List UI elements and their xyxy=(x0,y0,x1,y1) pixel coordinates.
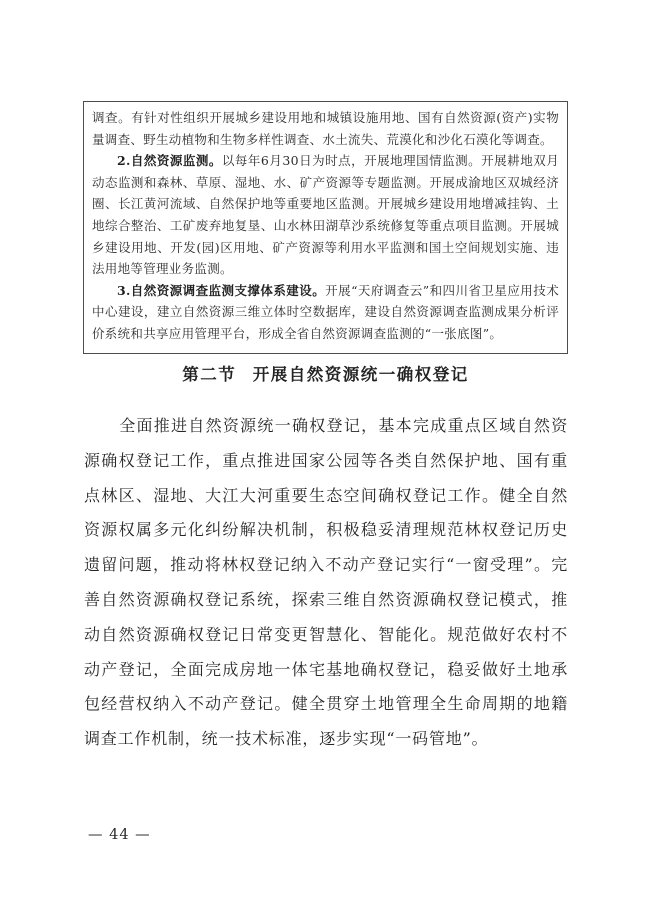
paragraph-item-3-text: 开展“天府调查云”和四川省卫星应用技术中心建设，建立自然资源三维立体时空数据库，建设自然资源调查监测成果分析评价系统和共享应用管理平台，形成全省自然资源调查监测的“一张底图”。 xyxy=(92,282,559,341)
page-number: — 44 — xyxy=(88,827,151,843)
paragraph-continuation-text: 调查。有针对性组织开展城乡建设用地和城镇设施用地、国有自然资源(资产)实物量调查、野生动植物和生物多样性调查、水土流失、荒漠化和沙化石漠化等调查。 xyxy=(92,110,559,147)
paragraph-item-3-lead: 3.自然资源调查监测支撑体系建设。 xyxy=(117,282,326,298)
section-heading xyxy=(83,361,568,385)
paragraph-continuation xyxy=(92,107,559,150)
paragraph-item-2 xyxy=(92,150,559,280)
paragraph-item-2-text: 以每年6月30日为时点，开展地理国情监测。开展耕地双月动态监测和森林、草原、湿地、水、矿产资源等专题监测。开展成渝地区双城经济圈、长江黄河流域、自然保护地等重要地区监测。开展城乡建设用地增减挂钩、土地综合整治、工矿废弃地复垦、山水林田湖草沙系统修复等重点项目监测。开展城乡建设用地、开发(园)区用地、矿产资源等利用水平监测和国土空间规划实施、违法用地等管理业务监测。 xyxy=(92,153,560,277)
boxed-text-block xyxy=(83,101,568,354)
paragraph-item-2-lead: 2.自然资源监测。 xyxy=(117,153,222,169)
section-title: 开展自然资源统一确权登记 xyxy=(252,365,469,384)
paragraph-item-3 xyxy=(92,280,559,345)
body-paragraph: 全面推进自然资源统一确权登记，基本完成重点区域自然资源确权登记工作，重点推进国家公园等各类自然保护地、国有重点林区、湿地、大江大河重要生态空间确权登记工作。健全自然资源权属多元化纠纷解决机制，积极稳妥清理规范林权登记历史遗留问题，推动将林权登记纳入不动产登记实行“一窗受理”。完善自然资源确权登记系统，探索三维自然资源确权登记模式，推动自然资源确权登记日常变更智慧化、智能化。规范做好农村不动产登记，全面完成房地一体宅基地确权登记，稳妥做好土地承包经营权纳入不动产登记。健全贯穿土地管理全生命周期的地籍调查工作机制，统一技术标准，逐步实现“一码管地”。 xyxy=(84,416,568,749)
section-number: 第二节 xyxy=(182,365,237,384)
